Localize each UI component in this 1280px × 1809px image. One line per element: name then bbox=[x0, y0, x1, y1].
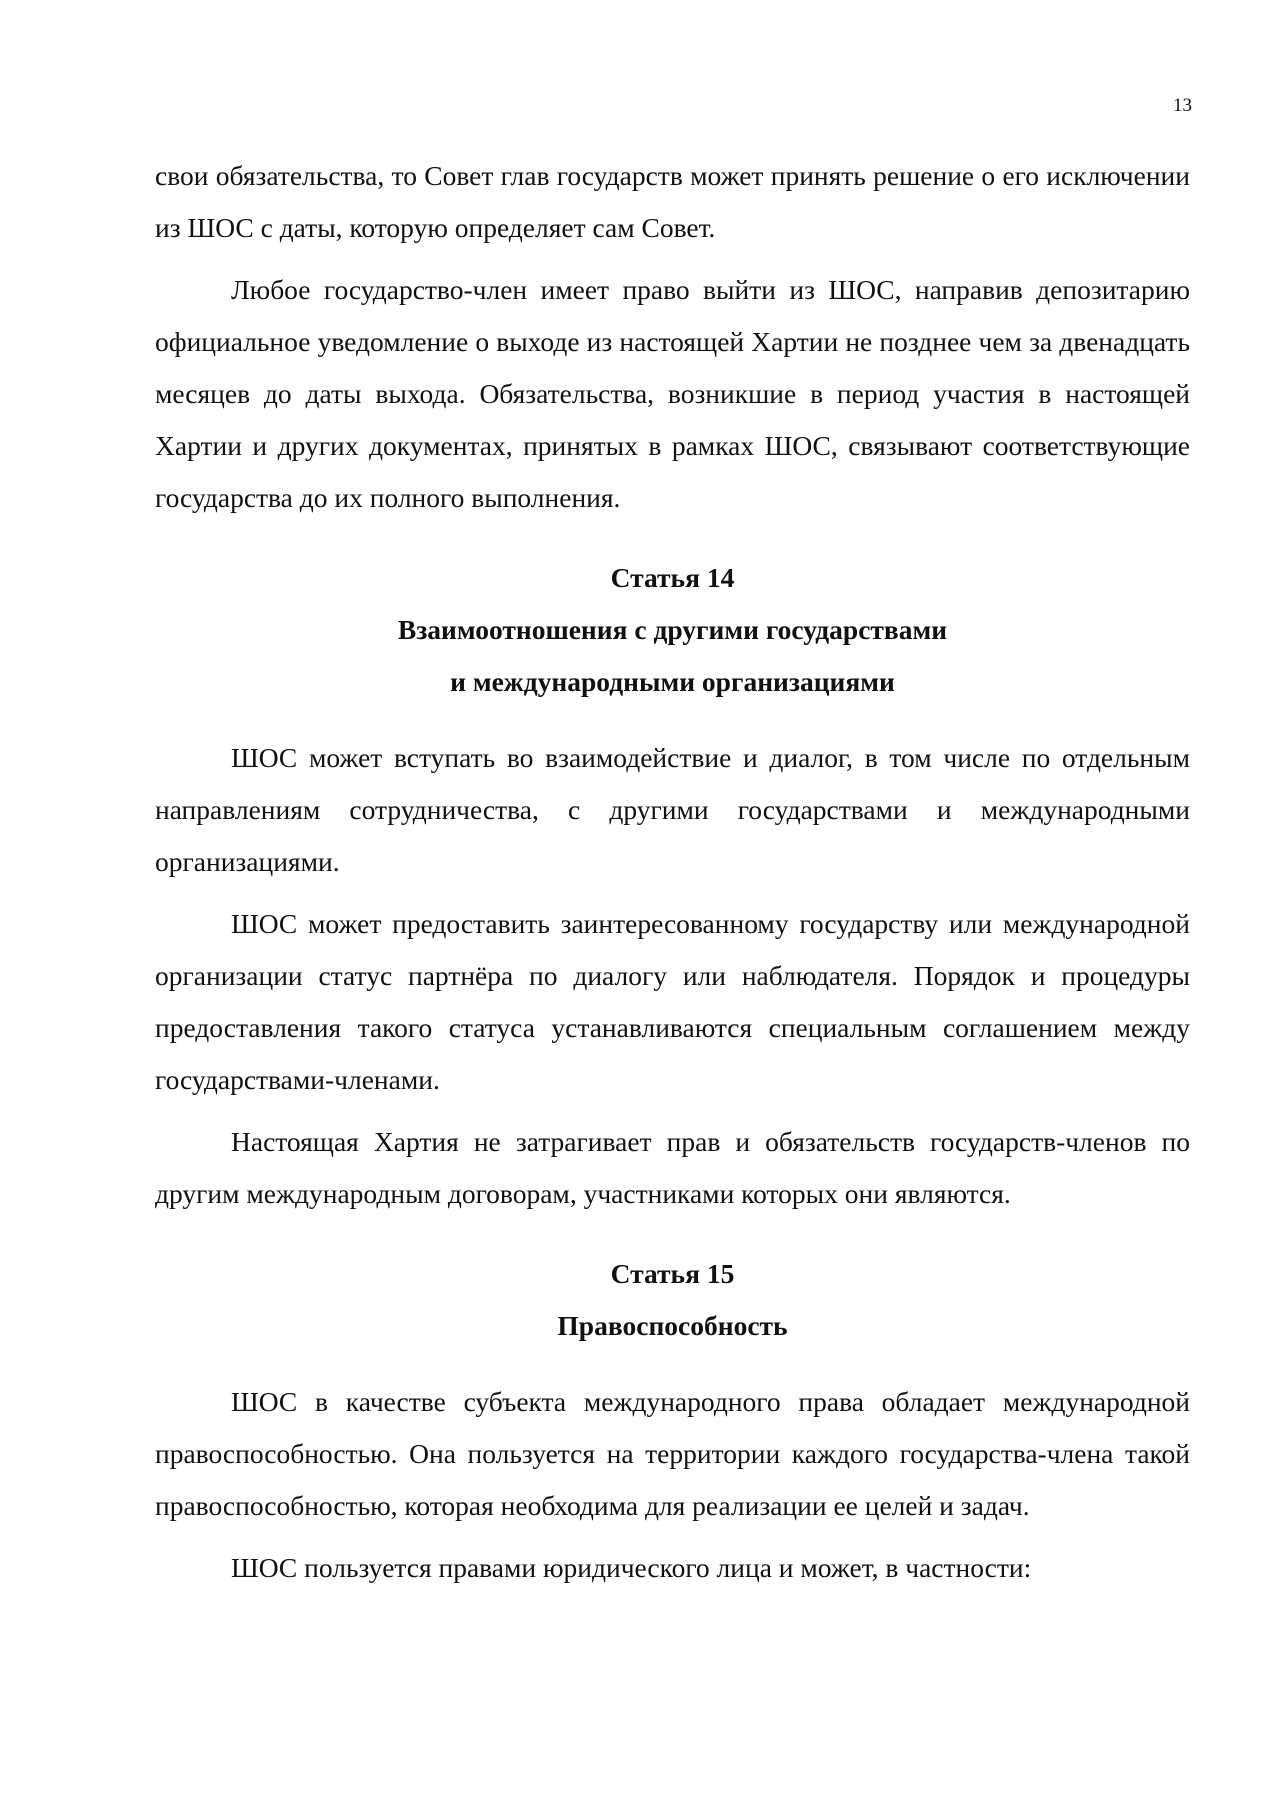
article-15-paragraph-2: ШОС пользуется правами юридического лица и может, в частности: bbox=[231, 1552, 1032, 1583]
paragraph-withdrawal: Любое государство-член имеет право выйти из ШОС, направив депозитарию официальное уведомление о выходе из настоящей Хартии не позднее чем за двенадцать месяцев до даты выхода. Обязательства, возникшие в период участия в настоящей Хартии и других документах, принятых в рамках ШОС, связывают соответствующие государства до их полного выполнения. bbox=[155, 274, 1190, 513]
paragraph-continuation: свои обязательства, то Совет глав государств может принять решение о его исключении из ШОС с даты, которую определяет сам Совет. bbox=[155, 160, 1190, 243]
article-14-number: Статья 14 bbox=[610, 562, 735, 593]
article-15-number: Статья 15 bbox=[610, 1258, 735, 1289]
page-content bbox=[155, 150, 1190, 1594]
article-14-paragraph-1: ШОС может вступать во взаимодействие и диалог, в том числе по отдельным направлениям сотрудничества, с другими государствами и международными организациями. bbox=[155, 742, 1190, 877]
article-14-title-line-1: Взаимоотношения с другими государствами bbox=[397, 614, 948, 645]
article-14-paragraph-2: ШОС может предоставить заинтересованному государству или международной организации статус партнёра по диалогу или наблюдателя. Порядок и процедуры предоставления такого статуса устанавливаются специальным соглашением между государствами-членами. bbox=[155, 908, 1190, 1095]
article-15-paragraph-1: ШОС в качестве субъекта международного права обладает международной правоспособностью. Она пользуется на территории каждого государства-члена такой правоспособностью, которая необходима для реализации ее целей и задач. bbox=[155, 1386, 1190, 1521]
article-14-title-line-2: и международными организациями bbox=[450, 666, 895, 697]
article-14-paragraph-3: Настоящая Хартия не затрагивает прав и обязательств государств-членов по другим международным договорам, участниками которых они являются. bbox=[155, 1126, 1190, 1209]
page-number: 13 bbox=[1173, 95, 1192, 116]
article-15-title: Правоспособность bbox=[557, 1310, 788, 1341]
